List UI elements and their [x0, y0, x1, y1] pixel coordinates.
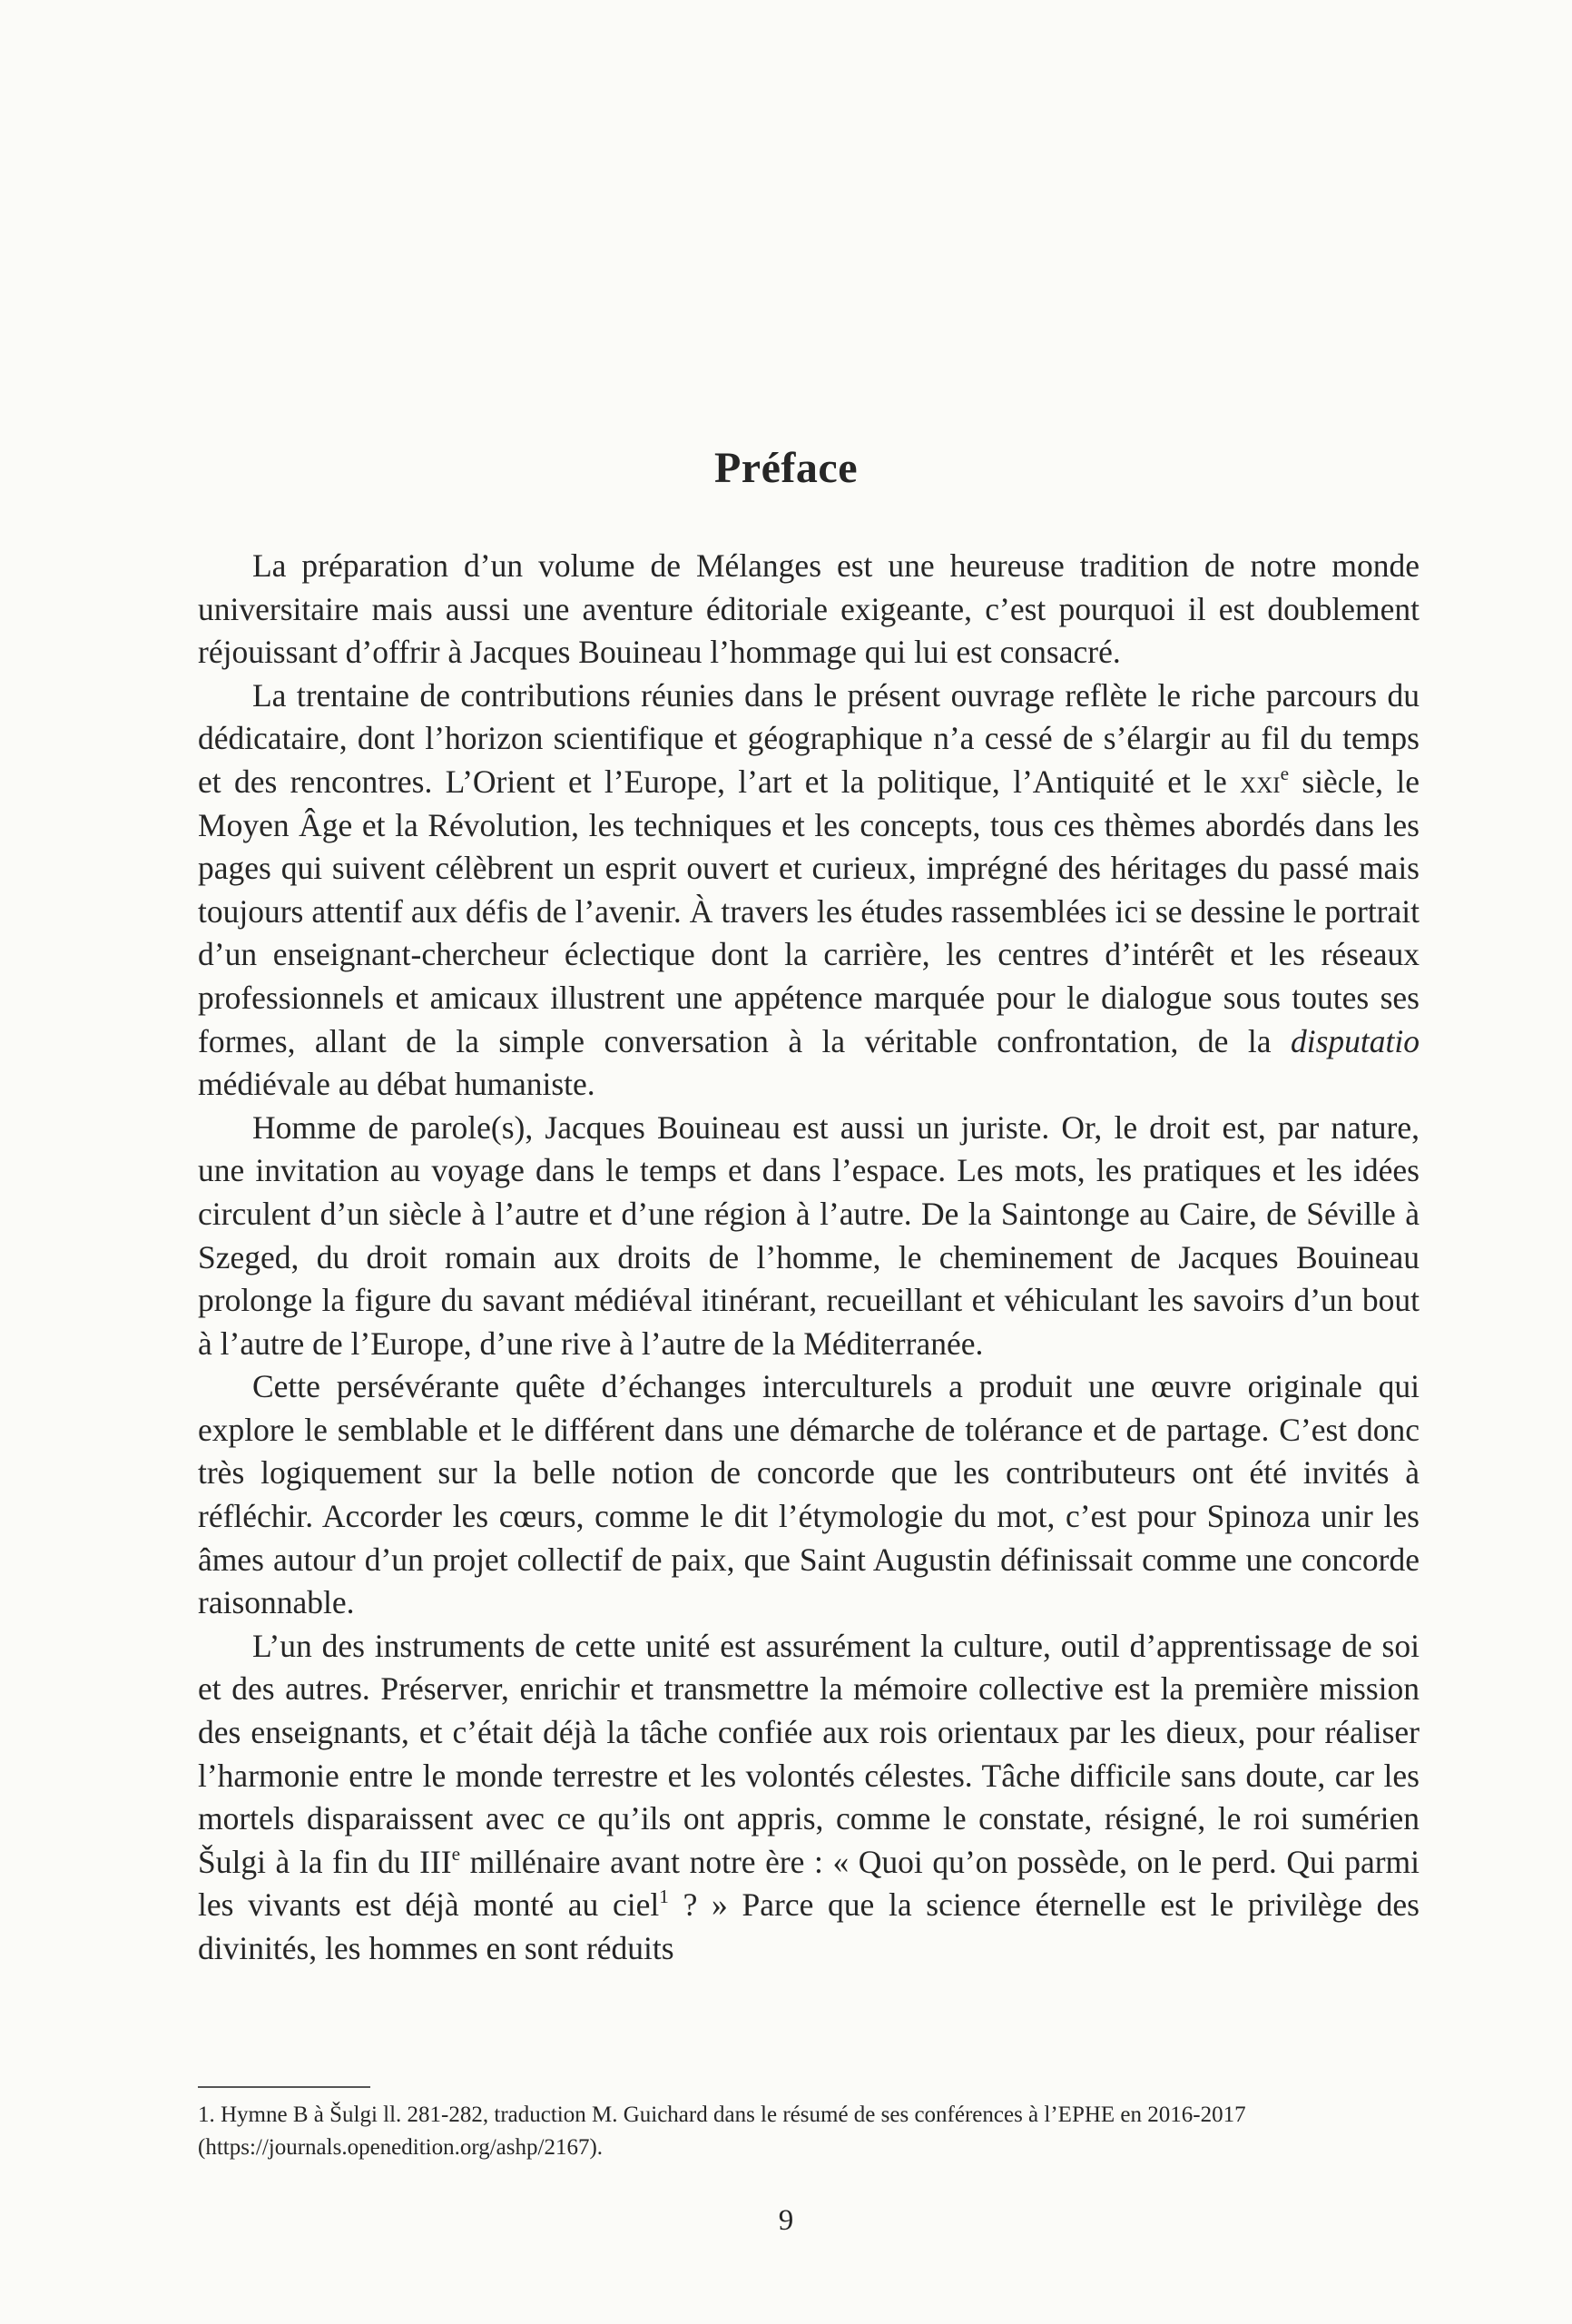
italic-term: disputatio	[1290, 1022, 1420, 1059]
footnote-separator	[198, 2086, 370, 2088]
century-numeral: xxi	[1240, 763, 1281, 800]
page-number: 9	[778, 2204, 794, 2237]
footnote	[198, 2099, 1420, 2164]
main-text	[198, 545, 1420, 1971]
page-title: Préface	[713, 444, 859, 492]
paragraph-4: Cette persévérante quête d’échanges interculturels a produit une œuvre originale qui explore le semblable et le différent dans une démarche de tolérance et de partage. C’est donc très logiquement sur la belle notion de concorde que les contributeurs ont été invités à réfléchir. Accorder les cœurs, comme le dit l’étymologie du mot, c’est pour Spinoza unir les âmes autour d’un projet collectif de paix, que Saint Augustin définissait comme une concorde raisonnable.	[198, 1368, 1420, 1621]
paragraph-5: L’un des instruments de cette unité est assurément la culture, outil d’apprentissage de soi et des autres. Préserver, enrichir et transmettre la mémoire collective est la première mission des enseignants, et c’était déjà la tâche confiée aux rois orientaux par les dieux, pour réaliser l’harmonie entre le monde terrestre et les volontés célestes. Tâche difficile sans doute, car les mortels disparaissent avec ce qu’ils ont appris, comme le constate, résigné, le roi sumérien Šulgi à la fin du IIIe millénaire avant notre ère : « Quoi qu’on possède, on le perd. Qui parmi les vivants est déjà monté au ciel$^1$ ? » Parce que la science éternelle est le privilège des divinités, les hommes en sont réduits	[198, 1627, 1420, 1966]
paragraph-2: La trentaine de contributions réunies dans le présent ouvrage reflète le riche parcours du dédicataire, dont l’horizon scientifique et géographique n’a cessé de s’élargir au fil du temps et des rencontres. L’Orient et l’Europe, l’art et la politique, l’Antiquité et le xxi$^e$ siècle, le Moyen Âge et la Révolution, les techniques et les concepts, tous ces thèmes abordés dans les pages qui suivent célèbrent un esprit ouvert et curieux, imprégné des héritages du passé mais toujours attentif aux défis de l’avenir. À travers les études rassemblées ici se dessine le portrait d’un enseignant-chercheur éclectique dont la carrière, les centres d’intérêt et les réseaux professionnels et amicaux illustrent une appétence marquée pour le dialogue sous toutes ses formes, allant de la simple conversation à la véritable confrontation, de la disputatio médiévale au débat humaniste.	[198, 676, 1420, 1103]
footnote-number: 1.	[198, 2102, 215, 2127]
paragraph-3: Homme de parole(s), Jacques Bouineau est aussi un juriste. Or, le droit est, par nature, une invitation au voyage dans le temps et dans l’espace. Les mots, les pratiques et les idées circulent d’un siècle à l’autre et d’une région à l’autre. De la Saintonge au Caire, de Séville à Szeged, du droit romain aux droits de l’homme, le cheminement de Jacques Bouineau prolonge la figure du savant médiéval itinérant, recueillant et véhiculant les savoirs d’un bout à l’autre de l’Europe, d’une rive à l’autre de la Méditerranée.	[198, 1108, 1420, 1362]
footnote-reference: 1	[659, 1886, 669, 1908]
footnote-text: Hymne B à Šulgi ll. 281-282, traduction M. Guichard dans le résumé de ses conférences à l’EPHE en 2016-2017 (https://journals.openedition.org/ashp/2167).	[198, 2102, 1246, 2160]
paragraph-1: La préparation d’un volume de Mélanges est une heureuse tradition de notre monde universitaire mais aussi une aventure éditoriale exigeante, c’est pourquoi il est doublement réjouissant d’offrir à Jacques Bouineau l’hommage qui lui est consacré.	[198, 547, 1420, 671]
